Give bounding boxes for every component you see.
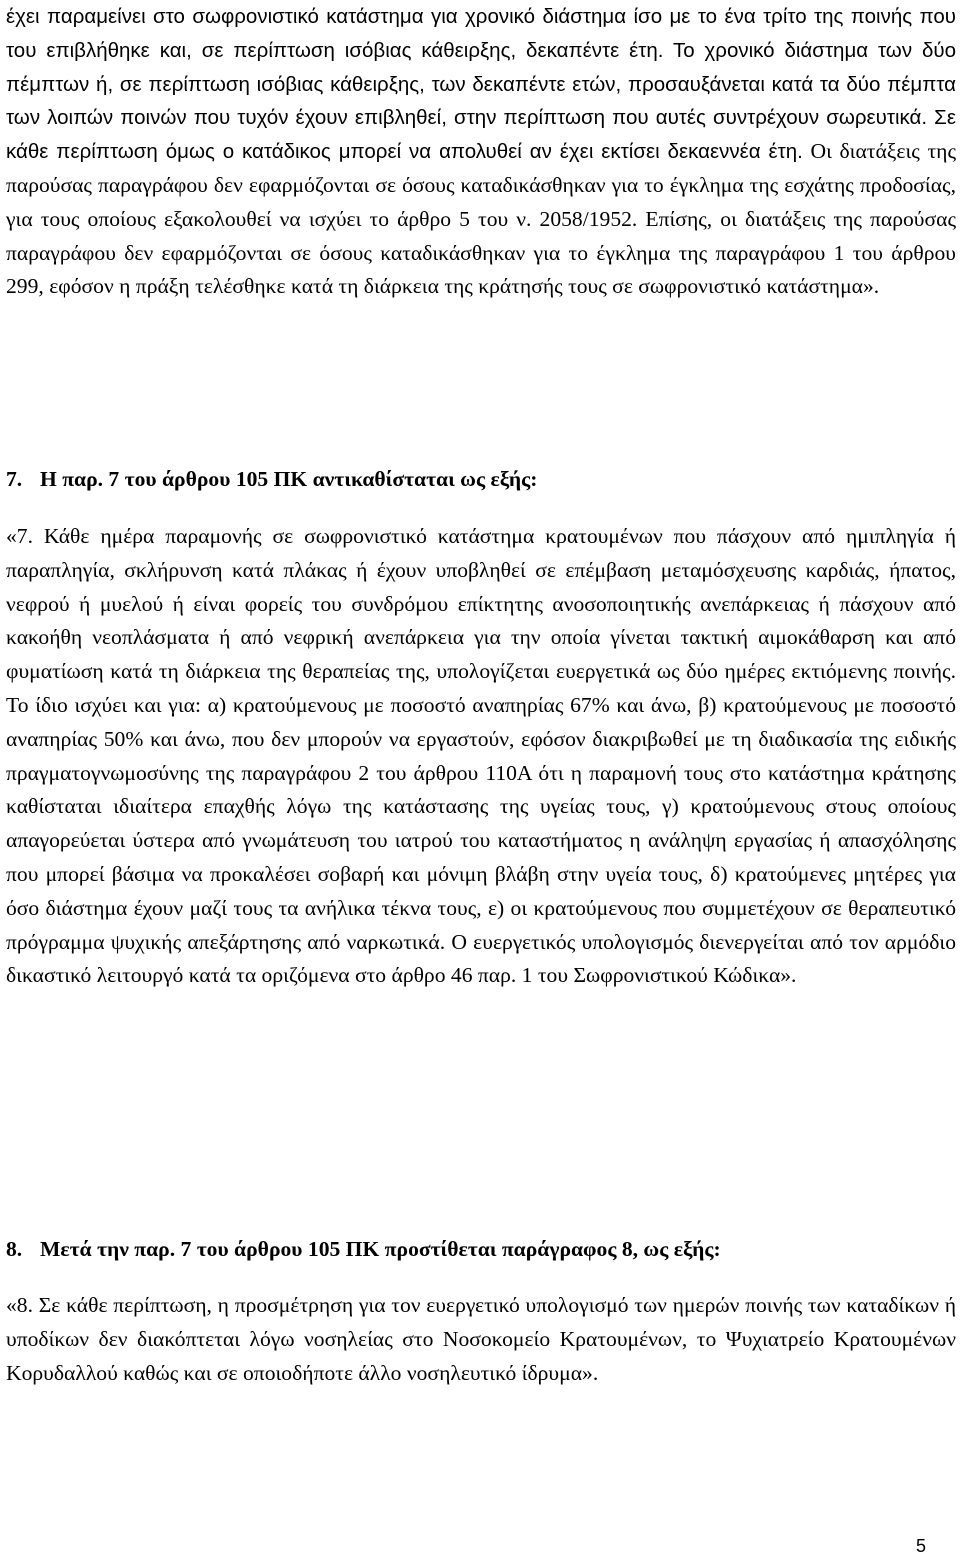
section-8-heading-text: Μετά την παρ. 7 του άρθρου 105 ΠΚ προστίθεται παράγραφος 8, ως εξής: bbox=[40, 1237, 721, 1261]
section-7-heading-text: Η παρ. 7 του άρθρου 105 ΠΚ αντικαθίσταται ως εξής: bbox=[40, 467, 538, 491]
section-8-heading bbox=[6, 1233, 721, 1267]
section-7-number: 7. bbox=[6, 467, 23, 491]
section-8-body: «8. Σε κάθε περίπτωση, η προσμέτρηση για τον ευεργετικό υπολογισμό των ημερών ποινής των καταδίκων ή υποδίκων δεν διακόπτεται λόγω νοσηλείας στο Νοσοκομείο Κρατουμένων, το Ψυχιατρείο Κρατουμένων Κορυδαλλού καθώς και σε οποιοδήποτε άλλο νοσηλευτικό ίδρυμα». bbox=[6, 1293, 956, 1385]
page-number: 5 bbox=[915, 1536, 926, 1556]
intro-paragraph bbox=[6, 0, 956, 304]
section-7-heading bbox=[6, 463, 537, 497]
intro-paragraph-sans-run: έχει παραμείνει στο σωφρονιστικό κατάστημα για χρονικό διάστημα ίσο με το ένα τρίτο της ποινής που του επιβλήθηκε και, σε περίπτωση ισόβιας κάθειρξης, δεκαπέντε έτη. Το χρονικό διάστημα των δύο πέμπτων ή, σε περίπτωση ισόβιας κάθειρξης, των δεκαπέντε ετών, προσαυξάνεται κατά τα δύο πέμπτα των λοιπών ποινών που τυχόν έχουν επιβληθεί, στην περίπτωση που αυτές συντρέχουν σωρευτικά. Σε κάθε περίπτωση όμως ο κατάδικος μπορεί να απολυθεί αν έχει εκτίσει δεκαεννέα έτη. bbox=[6, 5, 956, 164]
intro-paragraph-serif-run: Οι διατάξεις της παρούσας παραγράφου δεν εφαρμόζονται σε όσους καταδικάσθηκαν για το έγκλημα της εσχάτης προδοσίας, για τους οποίους εξακολουθεί να ισχύει το άρθρο 5 του ν. 2058/1952. Επίσης, οι διατάξεις της παρούσας παραγράφου δεν εφαρμόζονται σε όσους καταδικάσθηκαν για το έγκλημα της παραγράφου 1 του άρθρου 299, εφόσον η πράξη τελέσθηκε κατά τη διάρκεια της κράτησής τους σε σωφρονιστικό κατάστημα». bbox=[6, 139, 956, 299]
section-8-number: 8. bbox=[6, 1237, 23, 1261]
section-7-body: «7. Κάθε ημέρα παραμονής σε σωφρονιστικό κατάστημα κρατουμένων που πάσχουν από ημιπληγία ή παραπληγία, σκλήρυνση κατά πλάκας ή έχουν υποβληθεί σε επέμβαση μεταμόσχευσης καρδιάς, ήπατος, νεφρού ή μυελού ή είναι φορείς του συνδρόμου επίκτητης ανοσοποιητικής ανεπάρκειας ή πάσχουν από κακοήθη νεοπλάσματα ή από νεφρική ανεπάρκεια για την οποία γίνεται τακτική αιμοκάθαρση και από φυματίωση κατά τη διάρκεια της θεραπείας της, υπολογίζεται ευεργετικά ως δύο ημέρες εκτιόμενης ποινής. Το ίδιο ισχύει και για: α) κρατούμενους με ποσοστό αναπηρίας 67% και άνω, β) κρατούμενους με ποσοστό αναπηρίας 50% και άνω, που δεν μπορούν να εργαστούν, εφόσον διακριβωθεί με τη διαδικασία της ειδικής πραγματογνωμοσύνης της παραγράφου 2 του άρθρου 110Α ότι η παραμονή τους στο κατάστημα κράτησης καθίσταται ιδιαίτερα επαχθής λόγω της κατάστασης της υγείας τους, γ) κρατούμενους στους οποίους απαγορεύεται ύστερα από γνωμάτευση του ιατρού του καταστήματος η ανάληψη εργασίας ή απασχόλησης που μπορεί βάσιμα να προκαλέσει σοβαρή και μόνιμη βλάβη στην υγεία τους, δ) κρατούμενες μητέρες για όσο διάστημα έχουν μαζί τους τα ανήλικα τέκνα τους, ε) οι κρατούμενους που συμμετέχουν σε θεραπευτικό πρόγραμμα ψυχικής απεξάρτησης από ναρκωτικά. Ο ευεργετικός υπολογισμός διενεργείται από τον αρμόδιο δικαστικό λειτουργό κατά τα οριζόμενα στο άρθρο 46 παρ. 1 του Σωφρονιστικού Κώδικα». bbox=[6, 524, 956, 988]
